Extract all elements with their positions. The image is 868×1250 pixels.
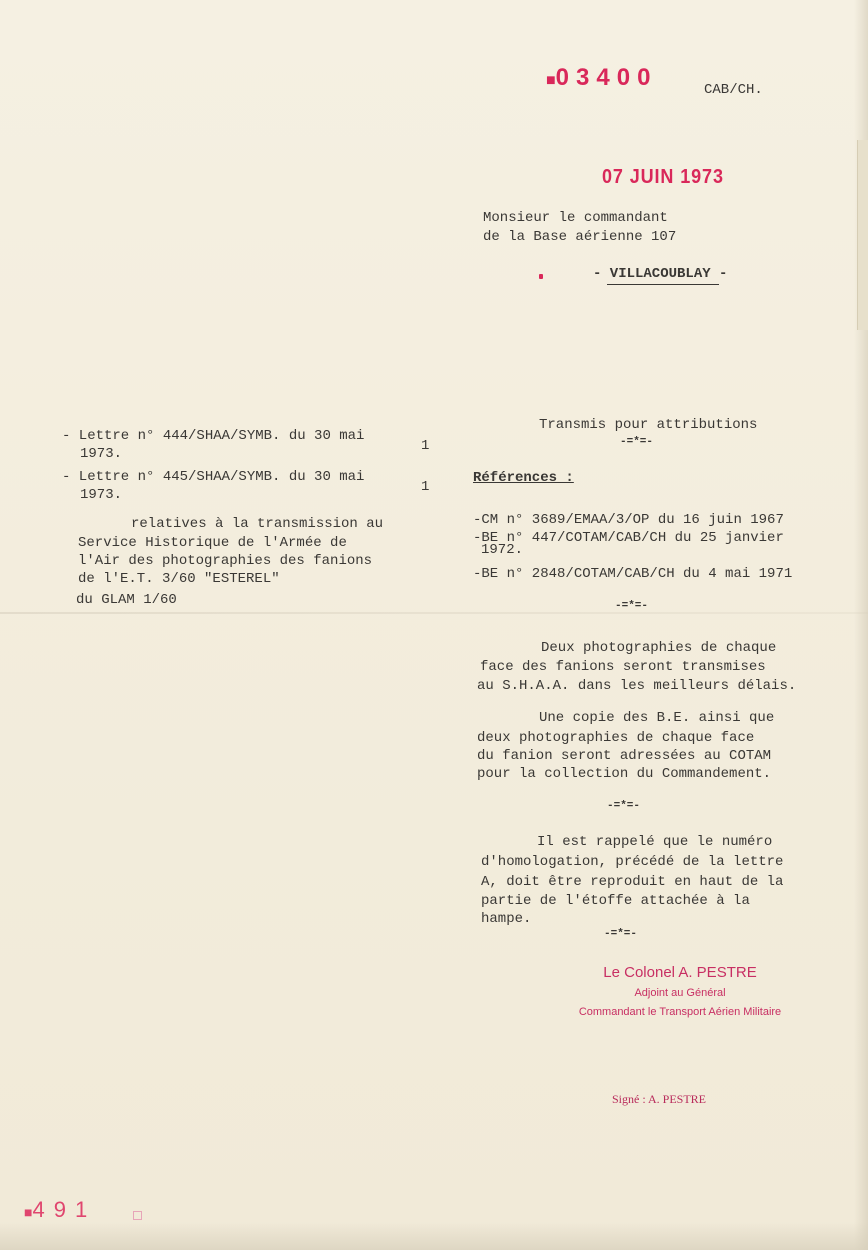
para1-line3: au S.H.A.A. dans les meilleurs délais. [477, 678, 797, 694]
separator-4: -=*=- [604, 928, 638, 940]
registration-stamp: ■03400 [546, 64, 658, 91]
subject-relatives-3: l'Air des photographies des fanions [78, 553, 373, 569]
office-code: CAB/CH. [704, 82, 763, 98]
reference-1: -CM n° 3689/EMAA/3/OP du 16 juin 1967 [473, 512, 784, 528]
separator-3: -=*=- [607, 800, 641, 812]
signed-line: Signé : A. PESTRE [612, 1092, 707, 1106]
para3-line5: hampe. [481, 911, 532, 927]
para3-line4: partie de l'étoffe attachée à la [481, 893, 750, 909]
recipient-line2: de la Base aérienne 107 [483, 229, 677, 245]
subject-letter-2-year: 1973. [80, 487, 123, 503]
para3-line2: d'homologation, précédé de la lettre [481, 854, 784, 870]
signature-title-2: Commandant le Transport Aérien Militaire [578, 1006, 782, 1018]
subject-letter-2: - Lettre n° 445/SHAA/SYMB. du 30 mai [62, 469, 365, 485]
para1-line1: Deux photographies de chaque [541, 640, 777, 656]
paper-fold [0, 612, 868, 614]
para3-line1: Il est rappelé que le numéro [537, 834, 773, 850]
subject-letter-1: - Lettre n° 444/SHAA/SYMB. du 30 mai [62, 428, 365, 444]
red-mark [539, 274, 543, 279]
subject-letter-1-count: 1 [421, 438, 430, 454]
reference-2: -BE n° 447/COTAM/CAB/CH du 25 janvier [473, 530, 784, 546]
subject-letter-2-count: 1 [421, 479, 430, 495]
separator-2: -=*=- [615, 600, 649, 612]
subject-letter-1-year: 1973. [80, 446, 123, 462]
transmis-line: Transmis pour attributions [539, 417, 758, 433]
date-stamp: 07 JUIN 1973 [602, 166, 724, 188]
footer-faint-mark [133, 1211, 142, 1220]
separator-1: -=*=- [620, 436, 654, 448]
references-label: Références : [473, 470, 574, 486]
subject-relatives-4: de l'E.T. 3/60 "ESTEREL" [78, 571, 280, 587]
subject-glam: du GLAM 1/60 [76, 592, 177, 608]
para1-line2: face des fanions seront transmises [480, 659, 766, 675]
signature-name: Le Colonel A. PESTRE [603, 964, 757, 981]
reference-2-year: 1972. [481, 542, 524, 558]
subject-relatives-1: relatives à la transmission au [131, 516, 384, 532]
para3-line3: A, doit être reproduit en haut de la [481, 874, 784, 890]
paper-edge-tab [857, 140, 868, 330]
para2-line1: Une copie des B.E. ainsi que [539, 710, 775, 726]
paper-bottom-shadow [0, 1222, 868, 1250]
recipient-location: - VILLACOUBLAY - [593, 266, 728, 282]
footer-stamp: ■491 [24, 1197, 97, 1222]
para2-line4: pour la collection du Commandement. [477, 766, 772, 782]
recipient-line1: Monsieur le commandant [483, 210, 668, 226]
reference-3: -BE n° 2848/COTAM/CAB/CH du 4 mai 1971 [473, 566, 793, 582]
para2-line3: du fanion seront adressées au COTAM [477, 748, 772, 764]
signature-title-1: Adjoint au Général [634, 987, 726, 999]
location-underline [607, 284, 719, 285]
para2-line2: deux photographies de chaque face [477, 730, 755, 746]
subject-relatives-2: Service Historique de l'Armée de [78, 535, 347, 551]
